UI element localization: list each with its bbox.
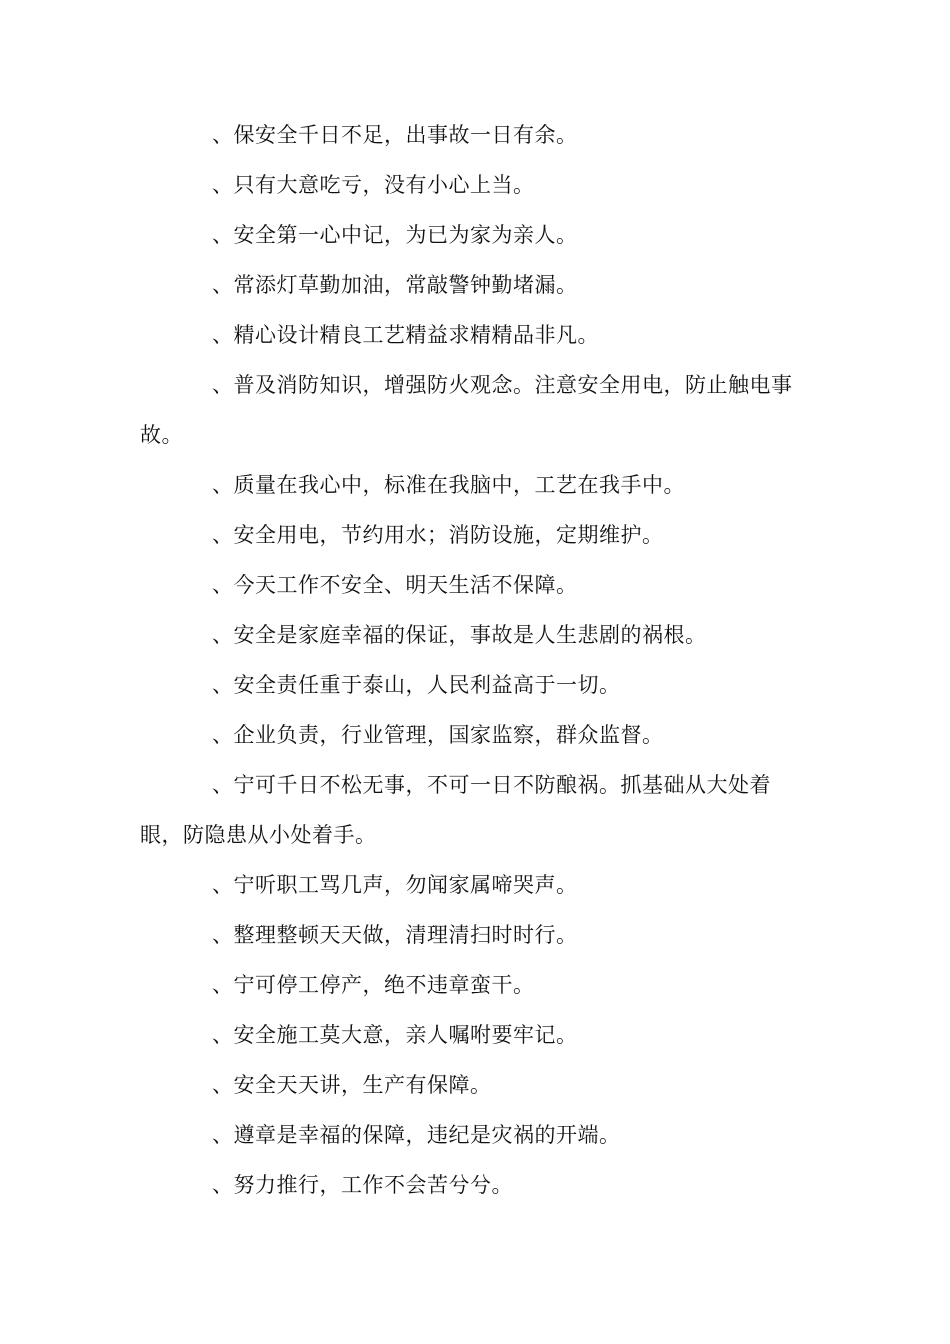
slogan-line: 、整理整顿天天做，清理清扫时时行。	[212, 923, 578, 947]
slogan-line: 、宁可千日不松无事，不可一日不防酿祸。抓基础从大处着眼，防隐患从小处着手。	[140, 773, 771, 847]
slogan-line: 、宁听职工骂几声，勿闻家属啼哭声。	[212, 873, 578, 897]
slogan-line: 、常添灯草勤加油，常敲警钟勤堵漏。	[212, 273, 578, 297]
slogan-line: 、今天工作不安全、明天生活不保障。	[212, 573, 578, 597]
slogan-line: 、遵章是幸福的保障，违纪是灾祸的开端。	[212, 1123, 621, 1147]
slogan-line: 、宁可停工停产，绝不违章蛮干。	[212, 973, 535, 997]
slogan-line: 、精心设计精良工艺精益求精精品非凡。	[212, 323, 599, 347]
slogan-line: 、质量在我心中，标准在我脑中，工艺在我手中。	[212, 473, 685, 497]
slogan-line: 、安全第一心中记，为已为家为亲人。	[212, 223, 578, 247]
slogan-line: 、普及消防知识，增强防火观念。注意安全用电，防止触电事故。	[140, 373, 793, 447]
slogan-line: 、保安全千日不足，出事故一日有余。	[212, 123, 578, 147]
slogan-line: 、努力推行，工作不会苦兮兮。	[212, 1173, 513, 1197]
slogan-line: 、安全是家庭幸福的保证，事故是人生悲剧的祸根。	[212, 623, 707, 647]
slogan-line: 、安全天天讲，生产有保障。	[212, 1073, 492, 1097]
slogan-line: 、安全责任重于泰山，人民利益高于一切。	[212, 673, 621, 697]
document-page	[140, 110, 800, 1210]
slogan-line: 、安全用电，节约用水；消防设施，定期维护。	[212, 523, 664, 547]
slogan-line: 、安全施工莫大意，亲人嘱咐要牢记。	[212, 1023, 578, 1047]
slogan-line: 、只有大意吃亏，没有小心上当。	[212, 173, 535, 197]
slogan-line: 、企业负责，行业管理，国家监察，群众监督。	[212, 723, 664, 747]
